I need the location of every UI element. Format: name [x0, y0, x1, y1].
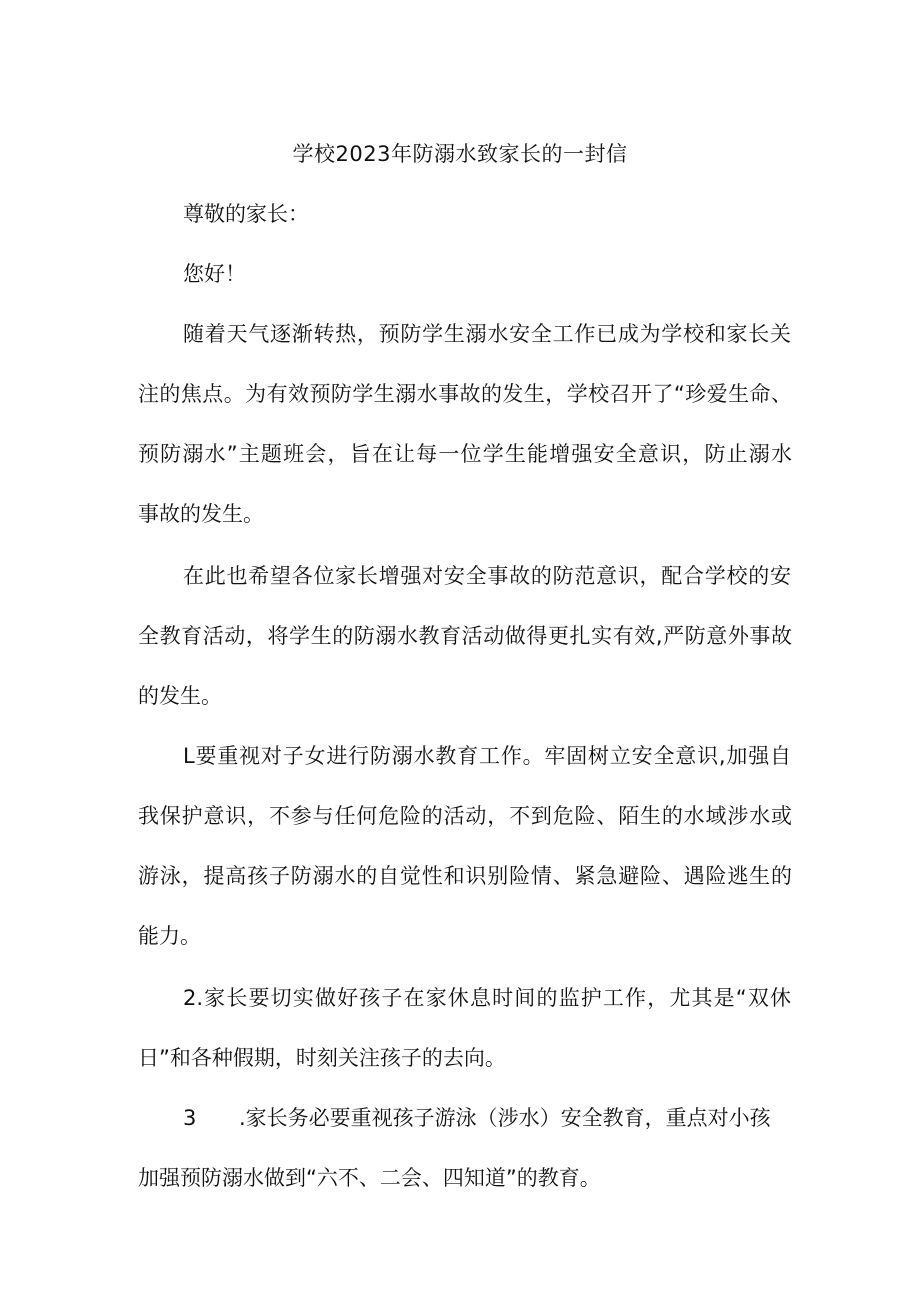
item-3-line-2: 加强预防溺水做到“六不、二会、四知道”的教育。: [138, 1166, 601, 1190]
paragraph-1-line-2: 注的焦点。为有效预防学生溺水事故的发生，学校召开了“珍爱生命、: [138, 382, 792, 406]
paragraph-2-line-3: 的发生。: [138, 684, 222, 708]
item-2-line-2: 日”和各种假期，时刻关注孩子的去向。: [138, 1046, 506, 1070]
greeting: 您好！: [183, 262, 246, 286]
salutation: 尊敬的家长：: [183, 202, 309, 226]
item-1-line-3: 游泳，提高孩子防溺水的自觉性和识别险情、紧急避险、遇险逃生的: [138, 864, 792, 888]
item-3-number: 3: [183, 1106, 197, 1130]
item-1-line-1: L要重视对子女进行防溺水教育工作。牢固树立安全意识,加强自: [183, 744, 791, 768]
item-1-line-4: 能力。: [138, 924, 201, 948]
paragraph-1-line-3: 预防溺水”主题班会，旨在让每一位学生能增强安全意识，防止溺水: [138, 442, 792, 466]
paragraph-2-line-2: 全教育活动，将学生的防溺水教育活动做得更扎实有效,严防意外事故: [138, 624, 792, 648]
item-2-line-1: 2.家长要切实做好孩子在家休息时间的监护工作，尤其是“双休: [183, 986, 791, 1010]
paragraph-2-line-1: 在此也希望各位家长增强对安全事故的防范意识，配合学校的安: [183, 564, 791, 588]
item-1-line-2: 我保护意识，不参与任何危险的活动，不到危险、陌生的水域涉水或: [138, 804, 792, 828]
item-3-line-1-text: .家长务必要重视孩子游泳（涉水）安全教育，重点对小孩: [239, 1106, 771, 1130]
paragraph-1-line-1: 随着天气逐渐转热，预防学生溺水安全工作已成为学校和家长关: [183, 322, 791, 346]
document-title: 学校2023年防溺水致家长的一封信: [292, 142, 628, 166]
item-3-line-1: [183, 1104, 791, 1132]
paragraph-1-line-4: 事故的发生。: [138, 502, 264, 526]
